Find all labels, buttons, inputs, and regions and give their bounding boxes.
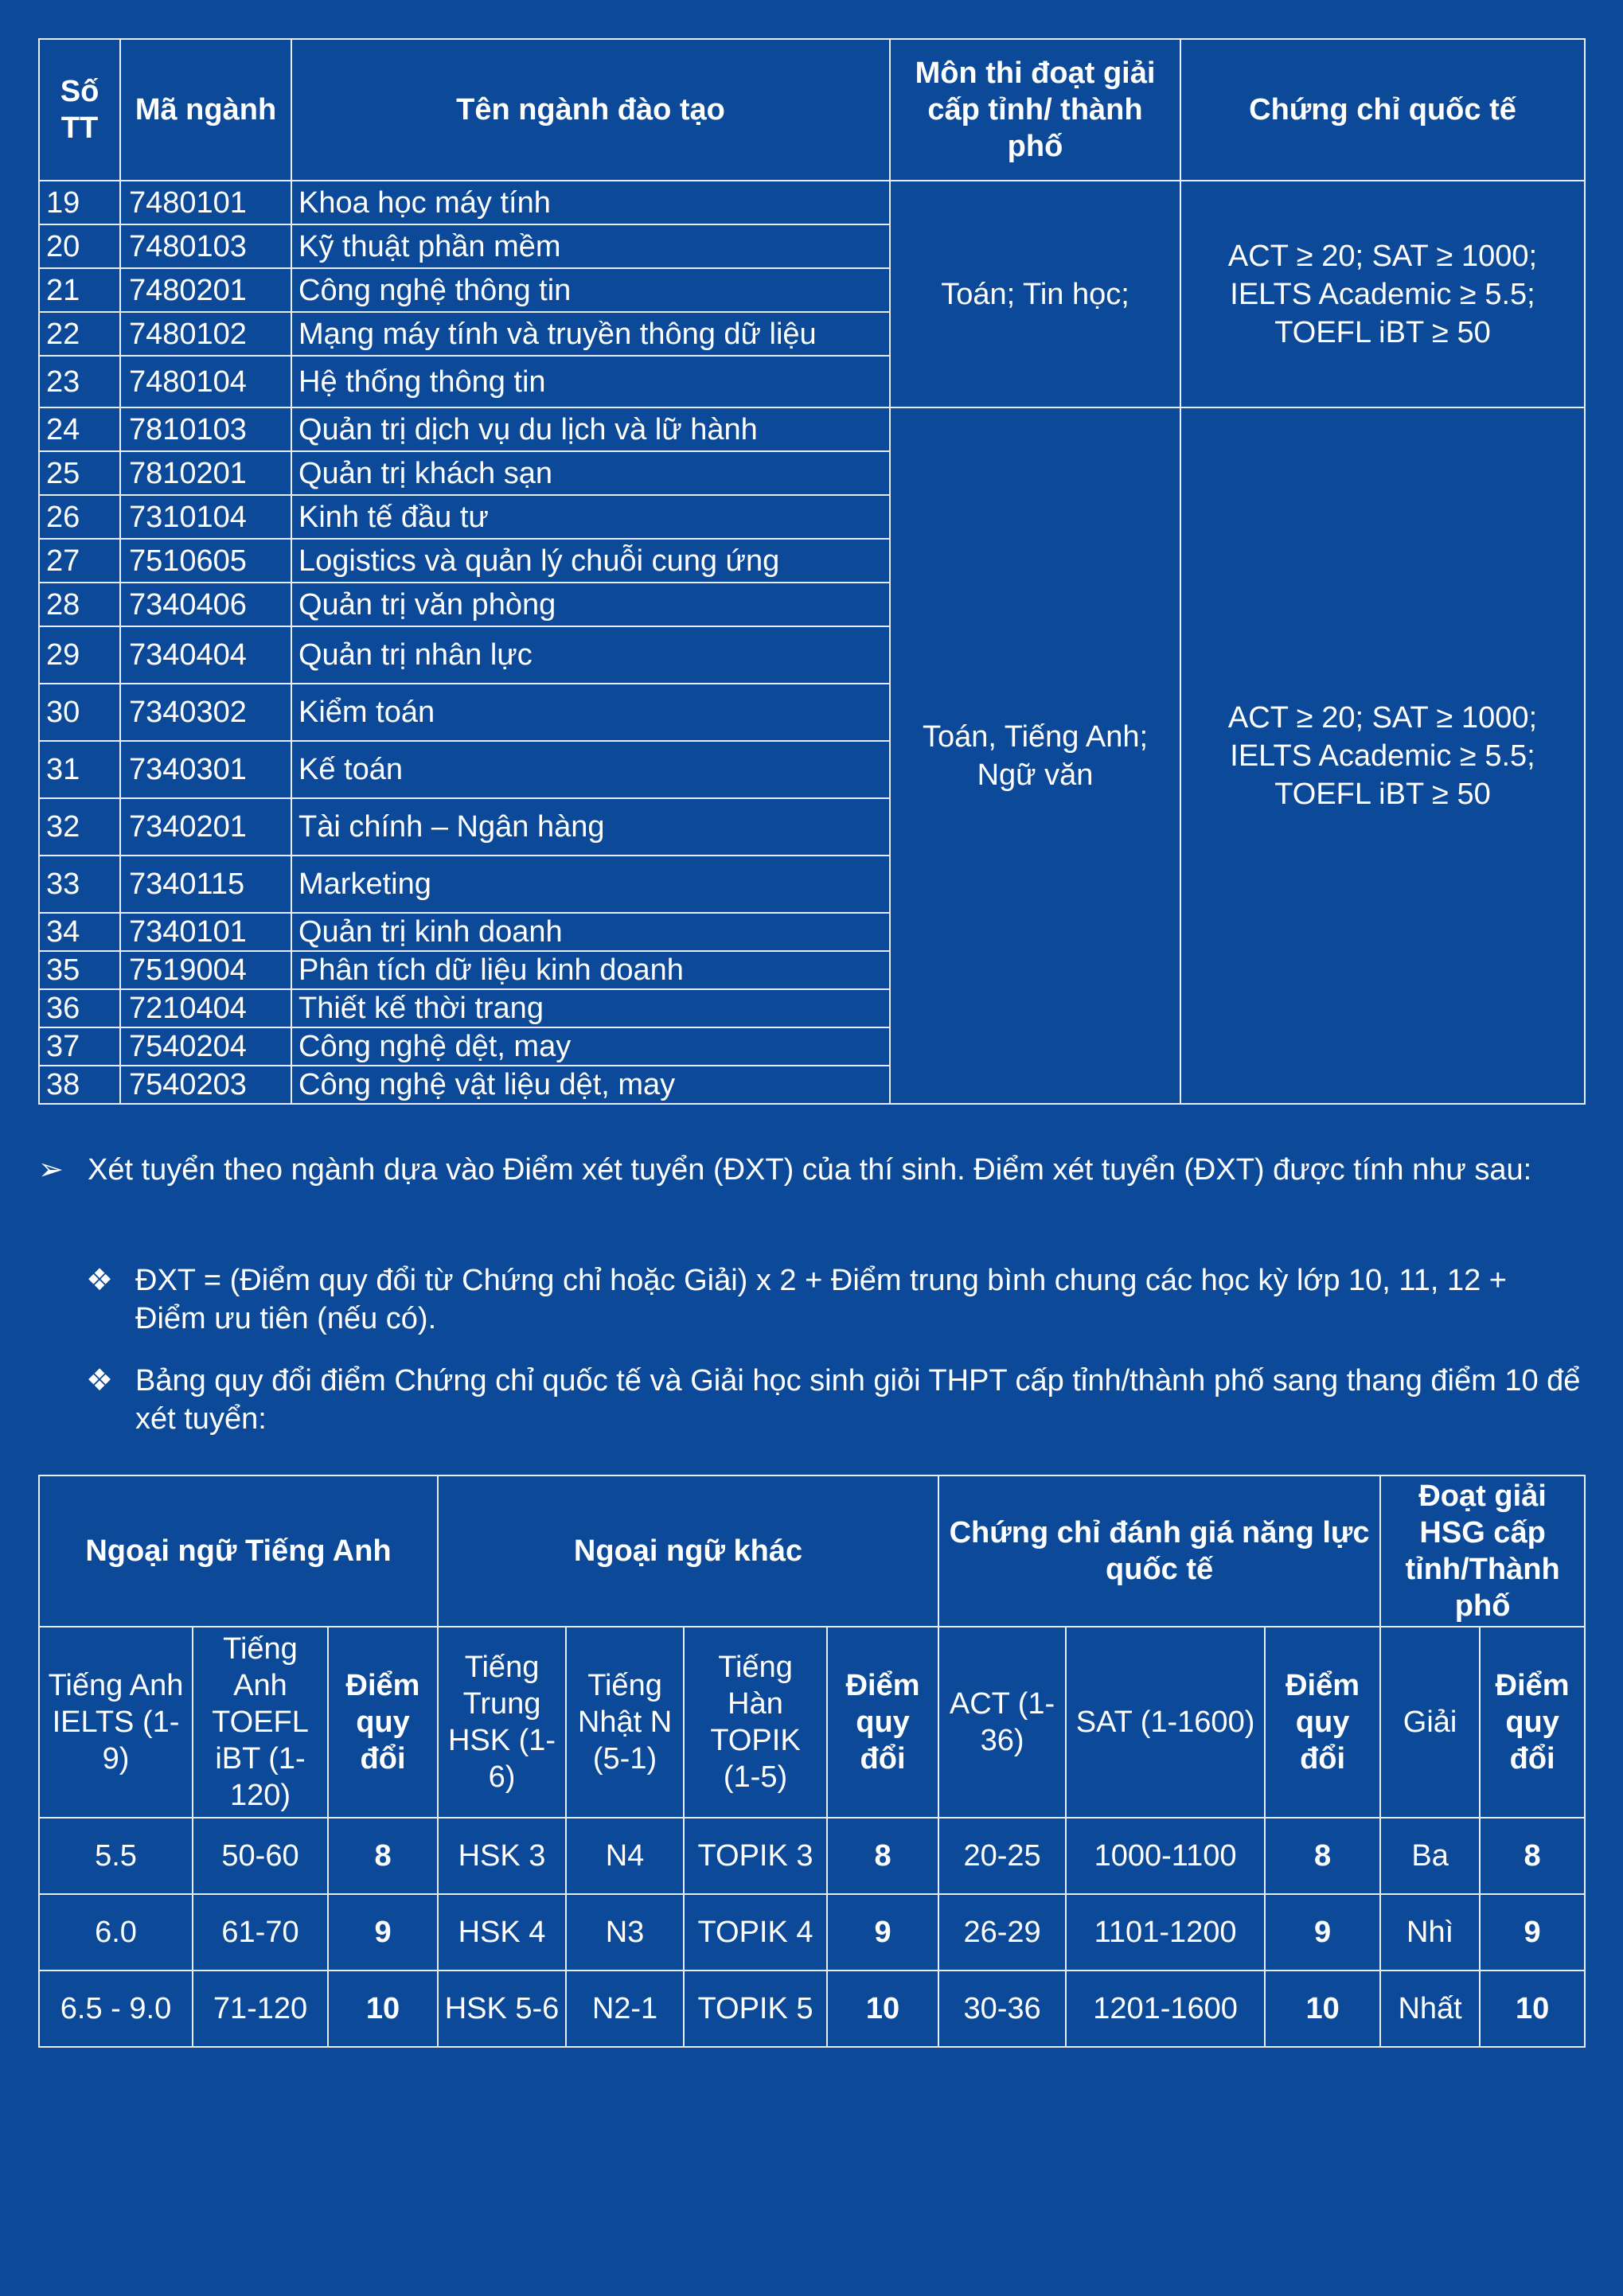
topik-cell: TOPIK 4 (684, 1894, 827, 1971)
group-english: Ngoại ngữ Tiếng Anh (39, 1475, 438, 1627)
major-name-cell: Công nghệ vật liệu dệt, may (291, 1066, 890, 1104)
major-name-cell: Quản trị nhân lực (291, 626, 890, 684)
code-cell: 7340406 (120, 583, 291, 626)
majors-table (38, 38, 1586, 1105)
stt-cell: 32 (39, 798, 120, 856)
toefl-cell: 50-60 (193, 1818, 328, 1894)
topik-cell: TOPIK 5 (684, 1971, 827, 2047)
header-jlpt: Tiếng Nhật N (5-1) (566, 1627, 684, 1818)
header-topik: Tiếng Hàn TOPIK (1-5) (684, 1627, 827, 1818)
score-cell: 10 (328, 1971, 438, 2047)
major-name-cell: Khoa học máy tính (291, 181, 890, 224)
stt-cell: 21 (39, 268, 120, 312)
stt-cell: 27 (39, 539, 120, 583)
header-code: Mã ngành (120, 39, 291, 181)
hsk-cell: HSK 4 (438, 1894, 566, 1971)
major-name-cell: Thiết kế thời trang (291, 989, 890, 1027)
score-cell: 9 (1480, 1894, 1585, 1971)
code-cell: 7340404 (120, 626, 291, 684)
header-sat: SAT (1-1600) (1066, 1627, 1265, 1818)
toefl-cell: 61-70 (193, 1894, 328, 1971)
hsk-cell: HSK 3 (438, 1818, 566, 1894)
arrow-bullet-icon: ➢ (38, 1153, 64, 1187)
code-cell: 7480102 (120, 312, 291, 356)
bullet-formula (86, 1261, 1584, 1338)
header-hsk: Tiếng Trung HSK (1-6) (438, 1627, 566, 1818)
stt-cell: 25 (39, 451, 120, 495)
major-name-cell: Hệ thống thông tin (291, 356, 890, 407)
bullet-text: ĐXT = (Điểm quy đổi từ Chứng chỉ hoặc Giải) x 2 + Điểm trung bình chung các học kỳ lớp 10, 11, 12 + Điểm ưu tiên (nếu có). (135, 1264, 1507, 1335)
code-cell: 7540204 (120, 1027, 291, 1066)
major-name-cell: Mạng máy tính và truyền thông dữ liệu (291, 312, 890, 356)
stt-cell: 38 (39, 1066, 120, 1104)
jlpt-cell: N4 (566, 1818, 684, 1894)
certificate-group1: ACT ≥ 20; SAT ≥ 1000; IELTS Academic ≥ 5.5; TOEFL iBT ≥ 50 (1180, 181, 1585, 407)
major-name-cell: Phân tích dữ liệu kinh doanh (291, 951, 890, 989)
ielts-cell: 6.0 (39, 1894, 193, 1971)
code-cell: 7810103 (120, 407, 291, 451)
major-name-cell: Công nghệ thông tin (291, 268, 890, 312)
toefl-cell: 71-120 (193, 1971, 328, 2047)
header-act: ACT (1-36) (938, 1627, 1066, 1818)
score-cell: 10 (1265, 1971, 1380, 2047)
score-cell: 10 (827, 1971, 938, 2047)
jlpt-cell: N2-1 (566, 1971, 684, 2047)
major-name-cell: Quản trị kinh doanh (291, 913, 890, 951)
conversion-table (38, 1475, 1586, 2048)
certificate-group2: ACT ≥ 20; SAT ≥ 1000; IELTS Academic ≥ 5.5; TOEFL iBT ≥ 50 (1180, 407, 1585, 1104)
code-cell: 7210404 (120, 989, 291, 1027)
stt-cell: 22 (39, 312, 120, 356)
code-cell: 7540203 (120, 1066, 291, 1104)
sat-cell: 1101-1200 (1066, 1894, 1265, 1971)
score-cell: 10 (1480, 1971, 1585, 2047)
diamond-bullet-icon: ❖ (86, 1364, 114, 1397)
score-cell: 9 (827, 1894, 938, 1971)
award-subject-group2: Toán, Tiếng Anh; Ngữ văn (890, 407, 1180, 1104)
prize-cell: Ba (1380, 1818, 1480, 1894)
header-toefl: Tiếng Anh TOEFL iBT (1-120) (193, 1627, 328, 1818)
stt-cell: 34 (39, 913, 120, 951)
bullet-admission-method (38, 1151, 1584, 1189)
act-cell: 26-29 (938, 1894, 1066, 1971)
table-row (39, 1894, 1585, 1971)
jlpt-cell: N3 (566, 1894, 684, 1971)
stt-cell: 29 (39, 626, 120, 684)
code-cell: 7810201 (120, 451, 291, 495)
bullet-text: Bảng quy đổi điểm Chứng chỉ quốc tế và Giải học sinh giỏi THPT cấp tỉnh/thành phố sang thang điểm 10 để xét tuyển: (135, 1364, 1581, 1436)
stt-cell: 35 (39, 951, 120, 989)
header-award-subject: Môn thi đoạt giải cấp tỉnh/ thành phố (890, 39, 1180, 181)
stt-cell: 37 (39, 1027, 120, 1066)
table-row (39, 181, 1585, 224)
bullet-conversion-note (86, 1362, 1584, 1438)
header-ielts: Tiếng Anh IELTS (1-9) (39, 1627, 193, 1818)
hsk-cell: HSK 5-6 (438, 1971, 566, 2047)
stt-cell: 23 (39, 356, 120, 407)
score-cell: 8 (1265, 1818, 1380, 1894)
code-cell: 7480104 (120, 356, 291, 407)
major-name-cell: Kỹ thuật phần mềm (291, 224, 890, 268)
code-cell: 7480103 (120, 224, 291, 268)
ielts-cell: 6.5 - 9.0 (39, 1971, 193, 2047)
stt-cell: 26 (39, 495, 120, 539)
stt-cell: 31 (39, 741, 120, 798)
act-cell: 20-25 (938, 1818, 1066, 1894)
major-name-cell: Quản trị dịch vụ du lịch và lữ hành (291, 407, 890, 451)
header-score: Điểm quy đổi (1480, 1627, 1585, 1818)
header-stt: Số TT (39, 39, 120, 181)
topik-cell: TOPIK 3 (684, 1818, 827, 1894)
table-row (39, 407, 1585, 451)
table-row (39, 1818, 1585, 1894)
diamond-bullet-icon: ❖ (86, 1264, 114, 1297)
ielts-cell: 5.5 (39, 1818, 193, 1894)
score-cell: 9 (328, 1894, 438, 1971)
code-cell: 7340302 (120, 684, 291, 741)
stt-cell: 20 (39, 224, 120, 268)
score-cell: 8 (827, 1818, 938, 1894)
header-score: Điểm quy đổi (1265, 1627, 1380, 1818)
major-name-cell: Tài chính – Ngân hàng (291, 798, 890, 856)
header-score: Điểm quy đổi (328, 1627, 438, 1818)
stt-cell: 33 (39, 856, 120, 913)
major-name-cell: Logistics và quản lý chuỗi cung ứng (291, 539, 890, 583)
sat-cell: 1000-1100 (1066, 1818, 1265, 1894)
code-cell: 7310104 (120, 495, 291, 539)
major-name-cell: Quản trị văn phòng (291, 583, 890, 626)
code-cell: 7340101 (120, 913, 291, 951)
table-row (39, 1971, 1585, 2047)
score-cell: 8 (1480, 1818, 1585, 1894)
stt-cell: 28 (39, 583, 120, 626)
major-name-cell: Kế toán (291, 741, 890, 798)
header-major-name: Tên ngành đào tạo (291, 39, 890, 181)
group-other-languages: Ngoại ngữ khác (438, 1475, 938, 1627)
stt-cell: 19 (39, 181, 120, 224)
code-cell: 7340201 (120, 798, 291, 856)
score-cell: 9 (1265, 1894, 1380, 1971)
major-name-cell: Công nghệ dệt, may (291, 1027, 890, 1066)
award-subject-group1: Toán; Tin học; (890, 181, 1180, 407)
major-name-cell: Quản trị khách sạn (291, 451, 890, 495)
header-score: Điểm quy đổi (827, 1627, 938, 1818)
header-prize: Giải (1380, 1627, 1480, 1818)
bullet-text: Xét tuyển theo ngành dựa vào Điểm xét tuyển (ĐXT) của thí sinh. Điểm xét tuyển (ĐXT) được tính như sau: (88, 1153, 1532, 1187)
code-cell: 7519004 (120, 951, 291, 989)
code-cell: 7340115 (120, 856, 291, 913)
code-cell: 7480201 (120, 268, 291, 312)
code-cell: 7510605 (120, 539, 291, 583)
score-cell: 8 (328, 1818, 438, 1894)
act-cell: 30-36 (938, 1971, 1066, 2047)
code-cell: 7480101 (120, 181, 291, 224)
stt-cell: 30 (39, 684, 120, 741)
group-intl-assessment: Chứng chỉ đánh giá năng lực quốc tế (938, 1475, 1380, 1627)
major-name-cell: Kinh tế đầu tư (291, 495, 890, 539)
stt-cell: 24 (39, 407, 120, 451)
group-hsg-award: Đoạt giải HSG cấp tỉnh/Thành phố (1380, 1475, 1585, 1627)
code-cell: 7340301 (120, 741, 291, 798)
sat-cell: 1201-1600 (1066, 1971, 1265, 2047)
major-name-cell: Kiểm toán (291, 684, 890, 741)
header-certificate: Chứng chỉ quốc tế (1180, 39, 1585, 181)
major-name-cell: Marketing (291, 856, 890, 913)
prize-cell: Nhì (1380, 1894, 1480, 1971)
prize-cell: Nhất (1380, 1971, 1480, 2047)
stt-cell: 36 (39, 989, 120, 1027)
